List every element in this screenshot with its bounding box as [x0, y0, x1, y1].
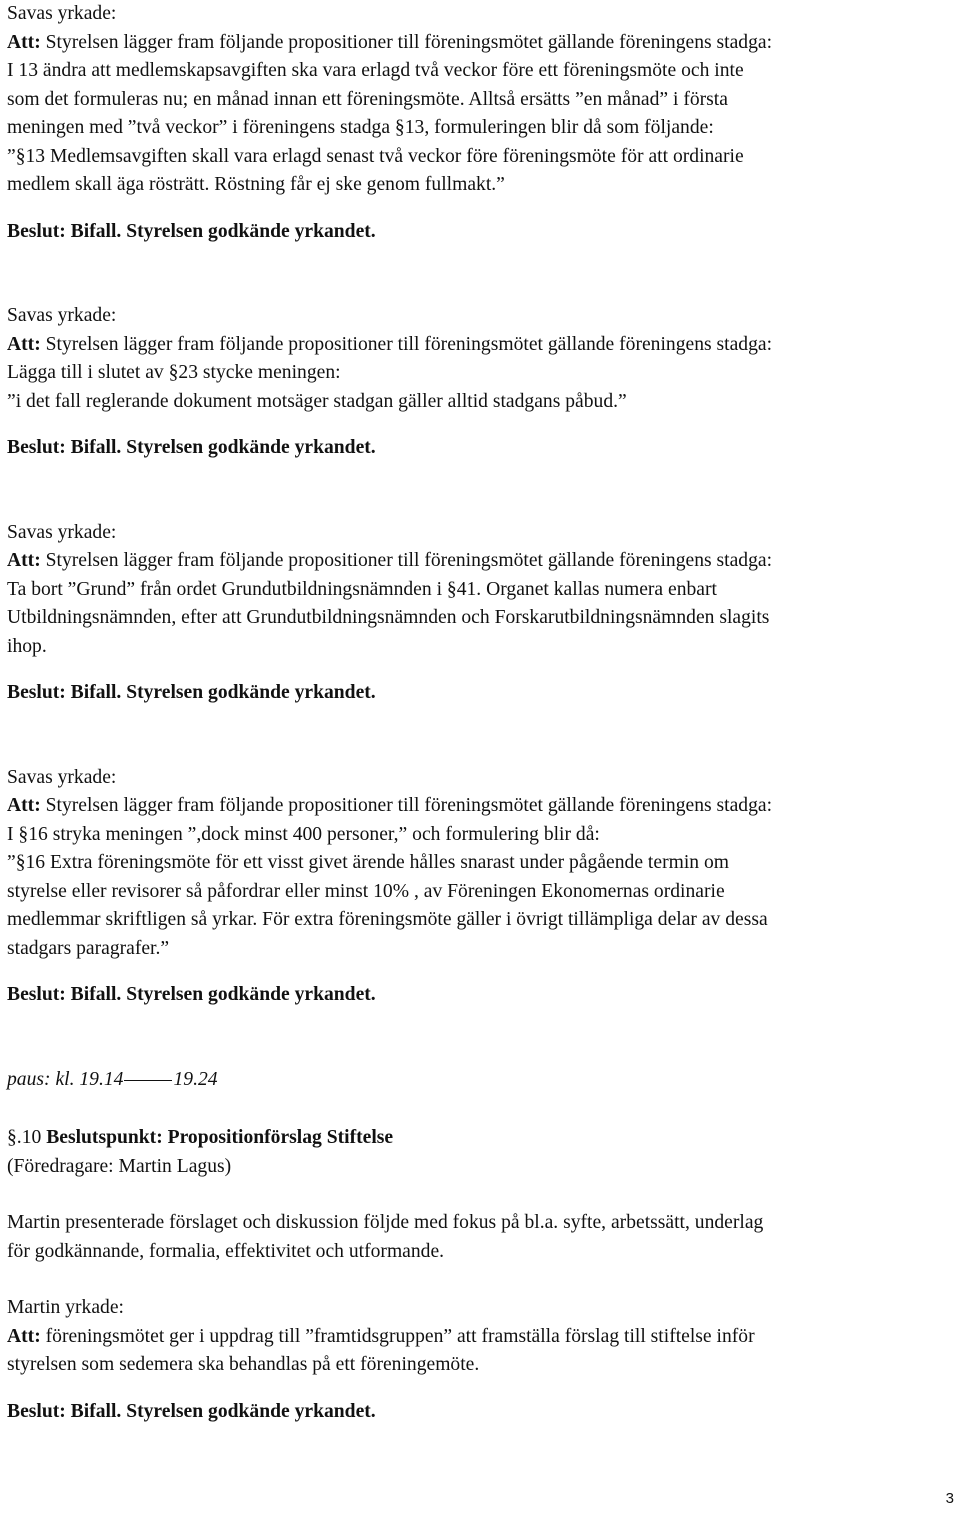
page-number: 3	[945, 1490, 954, 1507]
motion-att	[7, 1323, 953, 1352]
motion-line: medlemmar skriftligen så yrkar. För extra föreningsmöte gäller i övrigt tillämpliga delar av dessa	[7, 909, 768, 930]
spacer	[7, 1010, 953, 1066]
att-prefix: Att:	[7, 550, 41, 571]
motion-line: ”§13 Medlemsavgiften skall vara erlagd senast två veckor före föreningsmöte för att ordinarie	[7, 145, 744, 167]
motion-line: ihop.	[7, 635, 47, 657]
motion-att	[7, 29, 953, 58]
motion-line: I §16 stryka meningen ”,dock minst 400 personer,” och formulering blir då:	[7, 823, 600, 845]
motion-section	[7, 302, 953, 463]
motion-att	[7, 331, 953, 360]
motion-line: styrelse eller revisorer så påfordrar eller minst 10% , av Föreningen Ekonomernas ordinarie	[7, 880, 725, 902]
paragraph-line: Martin presenterade förslaget och diskussion följde med fokus på bl.a. syfte, arbetssätt, underlag	[7, 1212, 764, 1233]
agenda-heading	[7, 1124, 953, 1153]
agenda-number: §.10	[7, 1127, 42, 1148]
spacer	[7, 463, 953, 519]
motion-att	[7, 547, 953, 576]
agenda-title: Beslutspunkt: Propositionförslag Stiftelse	[46, 1127, 394, 1148]
decision-text: Beslut: Bifall. Styrelsen godkände yrkandet.	[7, 1400, 376, 1422]
decision-text: Beslut: Bifall. Styrelsen godkände yrkandet.	[7, 437, 376, 458]
spacer	[7, 1266, 953, 1294]
pause-end: 19.24	[173, 1068, 218, 1090]
motion-section	[7, 764, 953, 1010]
motion-line: ”§16 Extra föreningsmöte för ett visst givet ärende hålles snarast under pågående termin om	[7, 852, 730, 873]
paragraph-line: för godkännande, formalia, effektivitet och utformande.	[7, 1240, 445, 1262]
att-prefix: Att:	[7, 795, 41, 816]
motion-att	[7, 792, 953, 821]
agenda-item	[7, 1124, 953, 1426]
motion-line: som det formuleras nu; en månad innan ett föreningsmöte. Alltså ersätts ”en månad” i första	[7, 88, 728, 110]
att-text: Styrelsen lägger fram följande propositioner till föreningsmötet gällande föreningens stadga:	[40, 795, 773, 816]
spacer	[7, 1094, 953, 1124]
decision-text: Beslut: Bifall. Styrelsen godkände yrkandet.	[7, 220, 376, 242]
pause-note	[7, 1066, 953, 1095]
motion-label: Savas yrkade:	[7, 766, 117, 788]
motion-line: ”i det fall reglerande dokument motsäger stadgan gäller alltid stadgans påbud.”	[7, 390, 627, 412]
motion-label: Savas yrkade:	[7, 305, 117, 326]
document-page	[7, 0, 953, 1426]
motion-label: Savas yrkade:	[7, 3, 117, 24]
motion-label: Martin yrkade:	[7, 1297, 124, 1318]
pause-label: paus: kl. 19.14	[7, 1068, 124, 1090]
motion-label: Savas yrkade:	[7, 521, 117, 543]
motion-line: Lägga till i slutet av §23 stycke meningen:	[7, 362, 341, 383]
att-text: Styrelsen lägger fram följande propositioner till föreningsmötet gällande föreningens stadga:	[40, 31, 773, 53]
motion-line: stadgars paragrafer.”	[7, 937, 170, 959]
att-text: Styrelsen lägger fram följande propositioner till föreningsmötet gällande föreningens stadga:	[40, 550, 773, 571]
att-prefix: Att:	[7, 1325, 41, 1347]
motion-line: Utbildningsnämnden, efter att Grundutbildningsnämnden och Forskarutbildningsnämnden slagits	[7, 607, 770, 628]
motion-line: meningen med ”två veckor” i föreningens stadga §13, formuleringen blir då som följande:	[7, 117, 714, 138]
presenter: (Föredragare: Martin Lagus)	[7, 1155, 232, 1177]
dash-rule	[124, 1080, 172, 1081]
att-prefix: Att:	[7, 31, 41, 53]
motion-section	[7, 519, 953, 708]
spacer	[7, 246, 953, 302]
motion-line: styrelsen som sedemera ska behandlas på ett föreningemöte.	[7, 1354, 480, 1375]
att-text: Styrelsen lägger fram följande propositioner till föreningsmötet gällande föreningens stadga:	[40, 333, 773, 355]
decision-text: Beslut: Bifall. Styrelsen godkände yrkandet.	[7, 984, 376, 1005]
att-prefix: Att:	[7, 333, 41, 355]
motion-section	[7, 0, 953, 246]
spacer	[7, 708, 953, 764]
spacer	[7, 1181, 953, 1209]
decision-text: Beslut: Bifall. Styrelsen godkände yrkandet.	[7, 682, 376, 703]
motion-line: I 13 ändra att medlemskapsavgiften ska vara erlagd två veckor före ett föreningsmöte och inte	[7, 60, 744, 81]
motion-line: medlem skall äga rösträtt. Röstning får ej ske genom fullmakt.”	[7, 174, 505, 195]
att-text: föreningsmötet ger i uppdrag till ”framtidsgruppen” att framställa förslag till stiftelse inför	[40, 1325, 755, 1347]
motion-line: Ta bort ”Grund” från ordet Grundutbildningsnämnden i §41. Organet kallas numera enbart	[7, 578, 717, 600]
